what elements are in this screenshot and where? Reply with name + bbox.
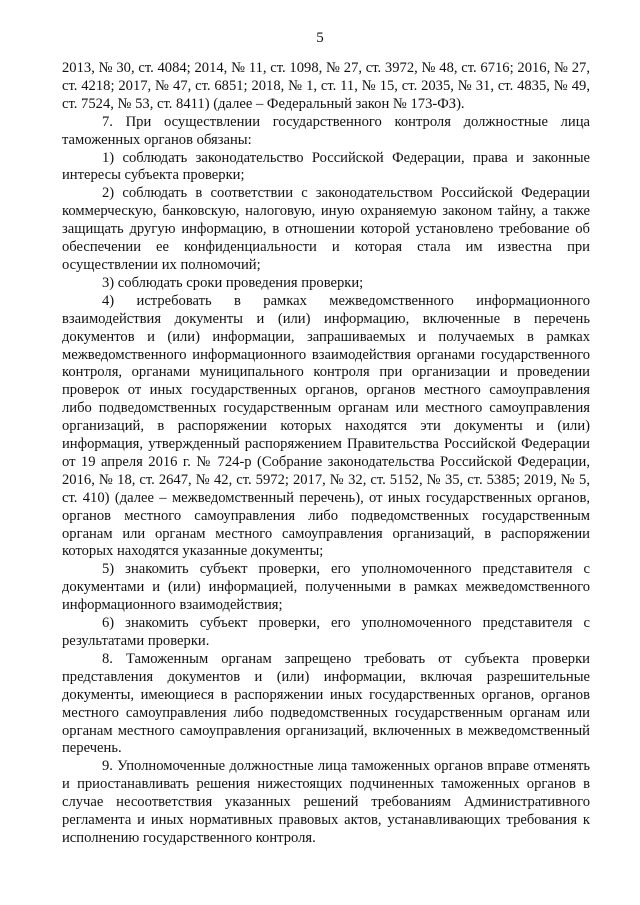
paragraph-law-citation-end: 2013, № 30, ст. 4084; 2014, № 11, ст. 1098, № 27, ст. 3972, № 48, ст. 6716; 2016, № 27, ст. 4218; 2017, № 47, ст. 6851; 2018, № 1, ст. 11, № 15, ст. 2035, № 31, ст. 4835, № 49, ст. 7524, № 53, ст. 8411) (далее – Федеральный закон № 173-ФЗ).	[62, 60, 590, 112]
paragraph-clause-7-2: 2) соблюдать в соответствии с законодательством Российской Федерации коммерческую, банковскую, налоговую, иную охраняемую законом тайну, а также защищать другую информацию, в отношении которой установлено требование об обеспечении ее конфиденциальности и которая стала им известна при осуществлении их полномочий;	[62, 185, 590, 273]
paragraph-clause-7-4: 4) истребовать в рамках межведомственного информационного взаимодействия документы и (или) информацию, включенные в перечень документов и (или) информации, запрашиваемых и получаемых в рамках межведомственного информационного взаимодействия органами государственного контроля, органами муниципального контроля при организации и проведении проверок от иных государственных органов, органов местного самоуправления либо подведомственных государственным органам или местного самоуправления организаций, в распоряжении которых находятся эти документы и (или) информация, утвержденный распоряжением Правительства Российской Федерации от 19 апреля 2016 г. № 724-р (Собрание законодательства Российской Федерации, 2016, № 18, ст. 2647, № 42, ст. 5972; 2017, № 32, ст. 5152, № 35, ст. 5385; 2019, № 5, ст. 410) (далее – межведомственный перечень), от иных государственных органов, органов местного самоуправления либо подведомственных государственным органам или органам местного самоуправления организаций, в распоряжении которых находятся указанные документы;	[62, 292, 590, 560]
paragraph-clause-7-3: 3) соблюдать сроки проведения проверки;	[102, 274, 364, 291]
paragraph-clause-7-5: 5) знакомить субъект проверки, его уполномоченного представителя с документами и (или) информацией, полученными в рамках межведомственного информационного взаимодействия;	[62, 561, 590, 614]
paragraph-clause-7: 7. При осуществлении государственного контроля должностные лица таможенных органов обязаны:	[62, 113, 590, 148]
paragraph-clause-9: 9. Уполномоченные должностные лица таможенных органов вправе отменять и приостанавливать решения нижестоящих подчиненных таможенных органов в случае несоответствия указанных решений требованиям Административного регламента и иных нормативных правовых актов, устанавливающих требования к исполнению государственного контроля.	[62, 758, 590, 846]
page-number: 5	[316, 30, 324, 46]
document-body	[62, 60, 590, 848]
paragraph-clause-7-6: 6) знакомить субъект проверки, его уполномоченного представителя с результатами проверки.	[62, 615, 590, 649]
paragraph-clause-8: 8. Таможенным органам запрещено требовать от субъекта проверки представления документов и (или) информации, включая разрешительные документы, имеющиеся в распоряжении иных государственных органов, органов местного самоуправления либо подведомственных государственным органам или органам местного самоуправления организаций, включенных в межведомственный перечень.	[62, 650, 590, 757]
paragraph-clause-7-1: 1) соблюдать законодательство Российской Федерации, права и законные интересы субъекта проверки;	[62, 149, 590, 184]
